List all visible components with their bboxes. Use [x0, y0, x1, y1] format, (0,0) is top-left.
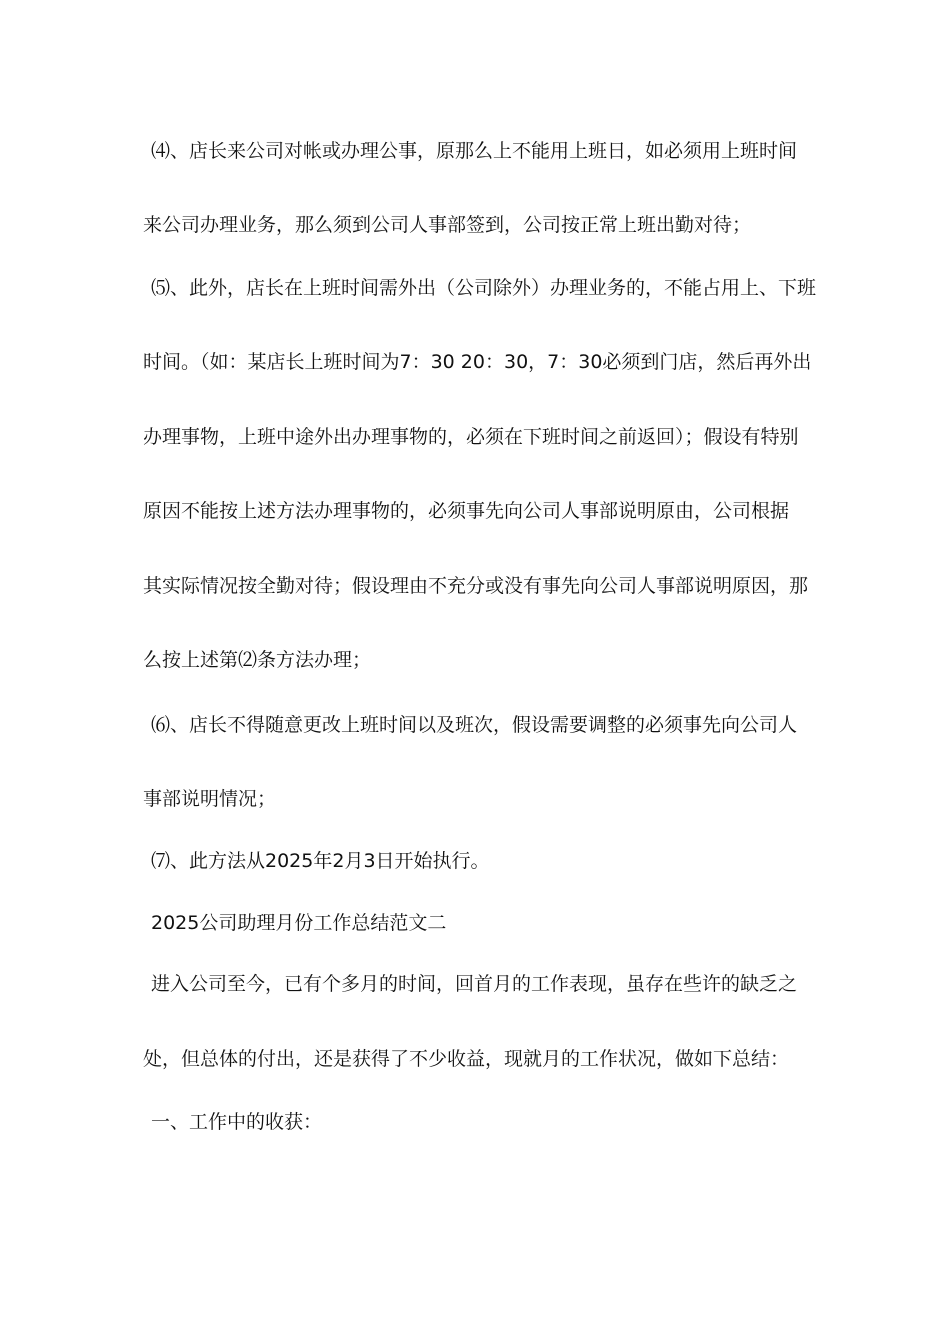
paragraph-item-5-line-6: 么按上述第⑵条方法办理； [143, 649, 372, 671]
intro-paragraph-line-1: 进入公司至今，已有个多月的时间，回首月的工作表现，虽存在些许的缺乏之 [151, 973, 798, 995]
paragraph-item-6-line-1: ⑹、店长不得随意更改上班时间以及班次，假设需要调整的必须事先向公司人 [151, 714, 798, 736]
paragraph-item-5-line-3: 办理事物，上班中途外出办理事物的，必须在下班时间之前返回）；假设有特别 [143, 426, 799, 448]
paragraph-item-5-line-1: ⑸、此外，店长在上班时间需外出（公司除外）办理业务的，不能占用上、下班 [151, 277, 817, 299]
section-title: 2025公司助理月份工作总结范文二 [151, 912, 447, 934]
paragraph-item-5-line-4: 原因不能按上述方法办理事物的，必须事先向公司人事部说明原由，公司根据 [143, 500, 790, 522]
subsection-heading: 一、工作中的收获： [151, 1111, 323, 1133]
paragraph-item-6-line-2: 事部说明情况； [143, 788, 277, 810]
paragraph-item-5-line-2: 时间。（如：某店长上班时间为7：30 20：30，7：30必须到门店，然后再外出 [143, 351, 812, 373]
paragraph-item-7: ⑺、此方法从2025年2月3日开始执行。 [151, 850, 490, 872]
paragraph-item-5-line-5: 其实际情况按全勤对待；假设理由不充分或没有事先向公司人事部说明原因，那 [143, 575, 809, 597]
paragraph-item-4-line-1: ⑷、店长来公司对帐或办理公事，原那么上不能用上班日，如必须用上班时间 [151, 140, 798, 162]
intro-paragraph-line-2: 处，但总体的付出，还是获得了不少收益，现就月的工作状况，做如下总结： [143, 1048, 790, 1070]
paragraph-item-4-line-2: 来公司办理业务，那么须到公司人事部签到，公司按正常上班出勤对待； [143, 214, 752, 236]
